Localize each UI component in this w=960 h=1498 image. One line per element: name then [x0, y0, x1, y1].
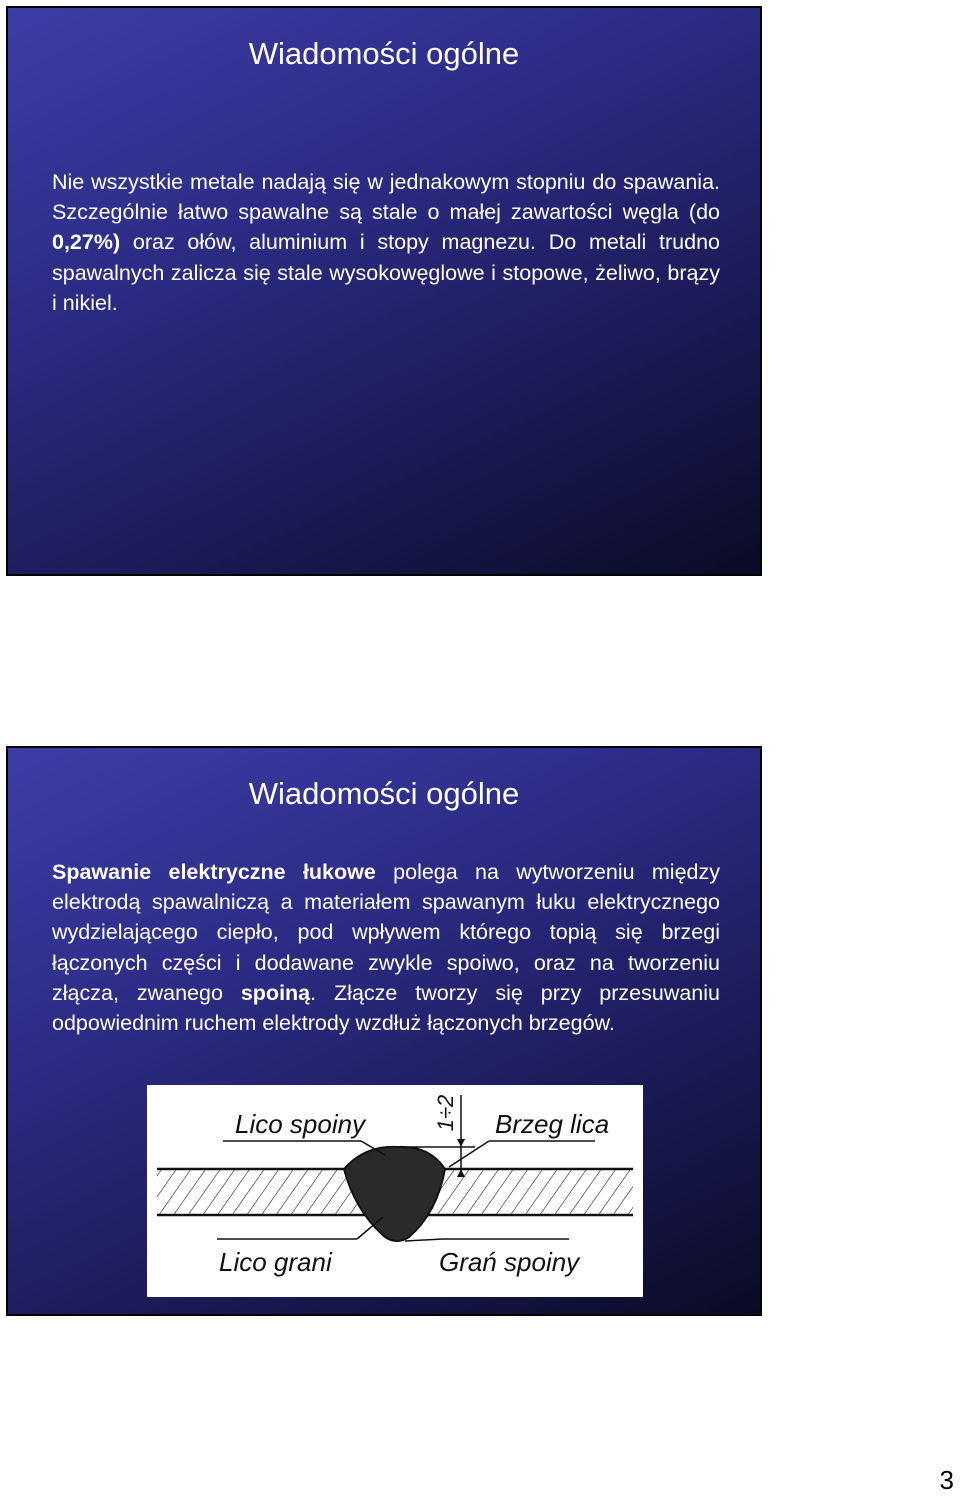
label-root: Grań spoiny — [439, 1247, 580, 1277]
weld-diagram — [147, 1085, 643, 1297]
arrowhead — [457, 1139, 465, 1147]
body-text: oraz ołów, aluminium i stopy magnezu. Do metali trudno spawalnych zalicza się stale wysokowęglowe i stopowe, żeliwo, brązy i nikiel. — [52, 230, 720, 315]
slide-title: Wiadomości ogólne — [248, 776, 520, 811]
page-number: 3 — [939, 1465, 954, 1495]
weld-bead — [344, 1147, 445, 1241]
body-bold-text: spoiną — [240, 980, 311, 1005]
slide-1 — [6, 6, 762, 576]
label-face: Lico spoiny — [235, 1109, 366, 1139]
body-text: . Złącze tworzy się przy przesuwaniu odpowiednim ruchem elektrody wzdłuż łączonych brzegów. — [52, 980, 720, 1036]
slide-title: Wiadomości ogólne — [248, 36, 520, 71]
body-bold-text: Spawanie elektryczne łukowe — [52, 860, 376, 884]
body-bold-text: 0,27%) — [52, 230, 121, 255]
leader-line — [405, 1239, 443, 1241]
body-text: Nie wszystkie metale nadają się w jednakowym stopniu do spawania. Szczególnie łatwo spawalne są stale o małej zawartości węgla (do — [52, 170, 720, 225]
label-height: 1÷2 — [433, 1094, 458, 1132]
label-edge: Brzeg lica — [495, 1109, 610, 1139]
label-root-face: Lico grani — [219, 1247, 332, 1277]
slide-body-text — [52, 167, 720, 318]
slide-body-text — [52, 857, 720, 1038]
weld-cross-section-drawing — [147, 1085, 643, 1297]
slide-2 — [6, 746, 762, 1316]
body-text: polega na wytworzeniu między elektrodą spawalniczą a materiałem spawanym łuku elektrycznego wydzielającego ciepło, pod wpływem którego topią się brzegi łączonych części i dodawane zwykle spoiwo, oraz na tworzeniu złącza, zwanego — [52, 860, 720, 1005]
leader-line — [449, 1141, 489, 1167]
